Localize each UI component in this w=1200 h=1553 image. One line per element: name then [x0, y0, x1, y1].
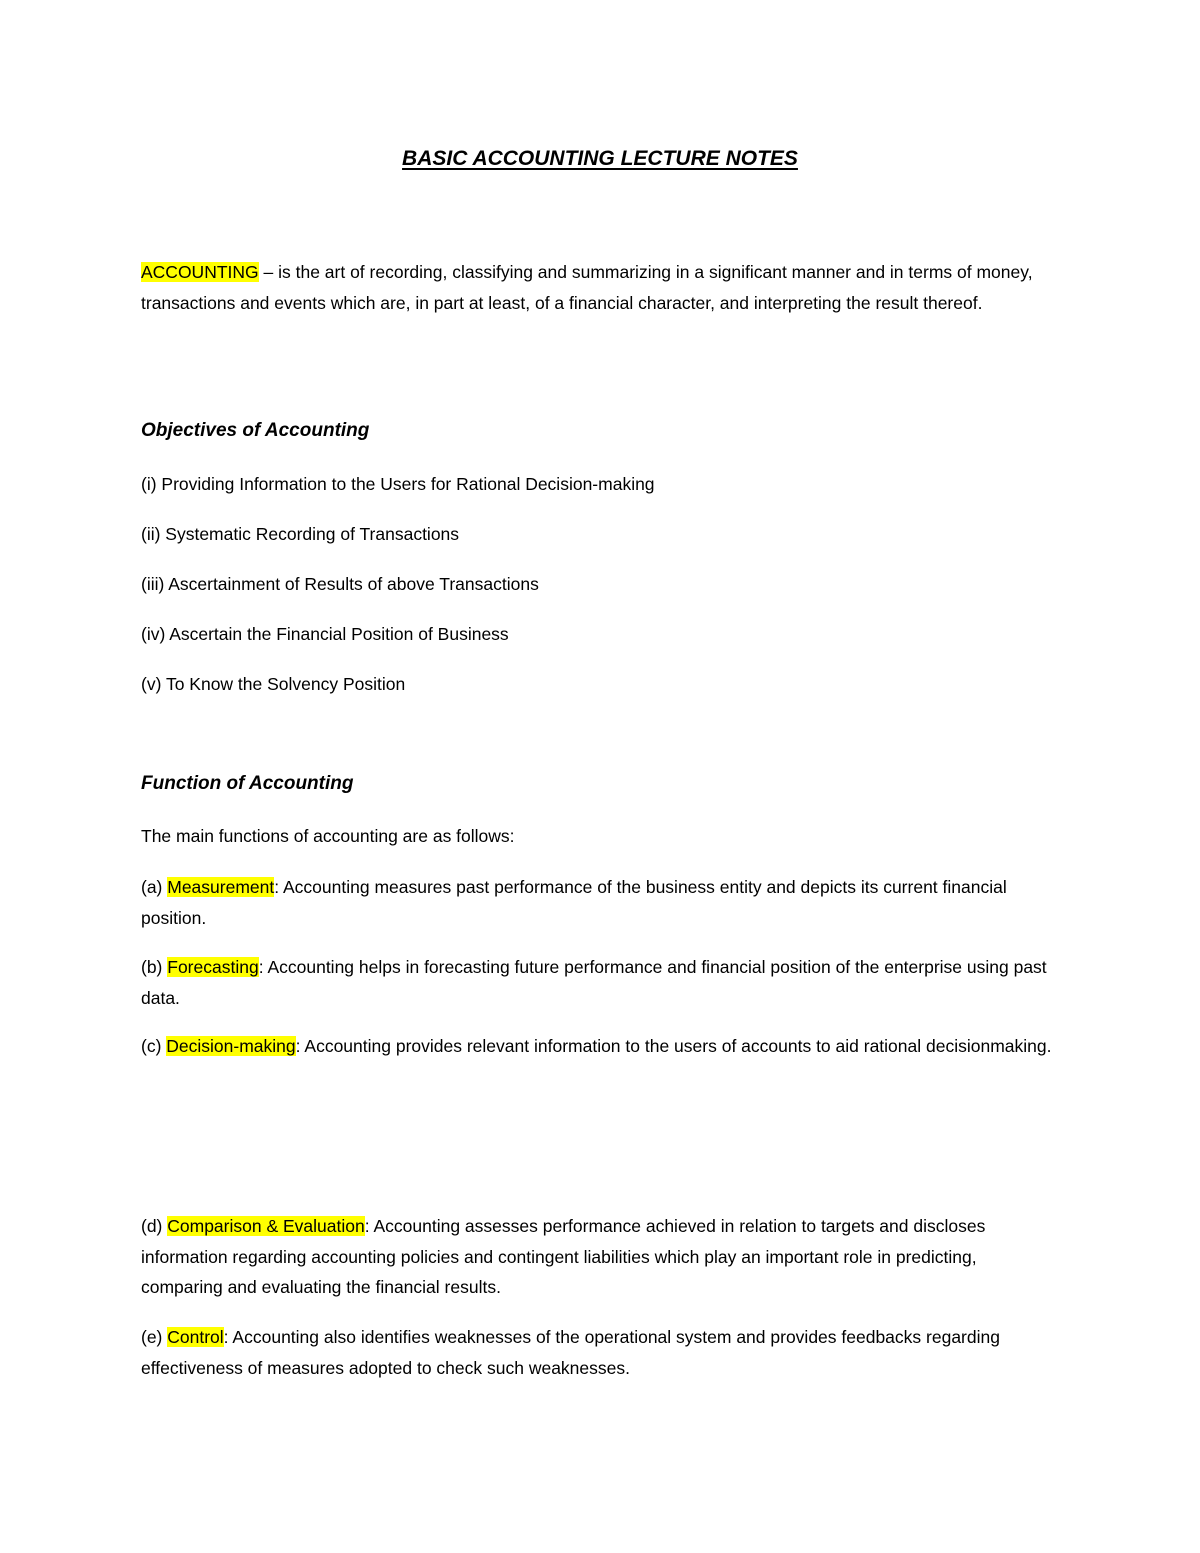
- highlighted-term: Forecasting: [167, 957, 259, 977]
- function-prefix: (b): [141, 957, 168, 977]
- function-item: [141, 1031, 1061, 1062]
- function-text: : Accounting provides relevant information to the users of accounts to aid rational decisionmaking.: [295, 1036, 1052, 1056]
- functions-heading: Function of Accounting: [141, 773, 354, 794]
- objective-item: (i) Providing Information to the Users for Rational Decision-making: [141, 474, 655, 494]
- objective-item: (v) To Know the Solvency Position: [141, 674, 406, 694]
- objectives-heading: Objectives of Accounting: [141, 420, 370, 441]
- function-item: [141, 1322, 1061, 1383]
- function-item: [141, 1211, 1061, 1303]
- function-item: [141, 952, 1061, 1013]
- function-text: : Accounting measures past performance of the business entity and depicts its current financial position.: [141, 877, 1007, 928]
- functions-intro: The main functions of accounting are as follows:: [141, 826, 515, 846]
- accounting-definition: [141, 257, 1061, 318]
- function-item: [141, 872, 1061, 933]
- objective-item: (ii) Systematic Recording of Transactions: [141, 524, 460, 544]
- highlighted-term: Comparison & Evaluation: [167, 1216, 365, 1236]
- objective-item: (iv) Ascertain the Financial Position of Business: [141, 624, 509, 644]
- highlighted-term: Control: [167, 1327, 224, 1347]
- function-text: : Accounting assesses performance achieved in relation to targets and discloses information regarding accounting policies and contingent liabilities which play an important role in predicting, comparing and evaluating the financial results.: [141, 1216, 986, 1297]
- highlighted-term: Measurement: [167, 877, 275, 897]
- objective-item: (iii) Ascertainment of Results of above Transactions: [141, 574, 539, 594]
- definition-text: – is the art of recording, classifying and summarizing in a significant manner and in terms of money, transactions and events which are, in part at least, of a financial character, and interpreting the result thereof.: [141, 262, 1033, 313]
- function-prefix: (c): [141, 1036, 167, 1056]
- function-prefix: (d): [141, 1216, 168, 1236]
- function-text: : Accounting helps in forecasting future performance and financial position of the enterprise using past data.: [141, 957, 1047, 1008]
- function-prefix: (e): [141, 1327, 168, 1347]
- function-text: : Accounting also identifies weaknesses of the operational system and provides feedbacks regarding effectiveness of measures adopted to check such weaknesses.: [141, 1327, 1000, 1378]
- document-title: BASIC ACCOUNTING LECTURE NOTES: [402, 147, 798, 170]
- highlighted-term: ACCOUNTING: [141, 262, 259, 282]
- highlighted-term: Decision-making: [166, 1036, 296, 1056]
- function-prefix: (a): [141, 877, 168, 897]
